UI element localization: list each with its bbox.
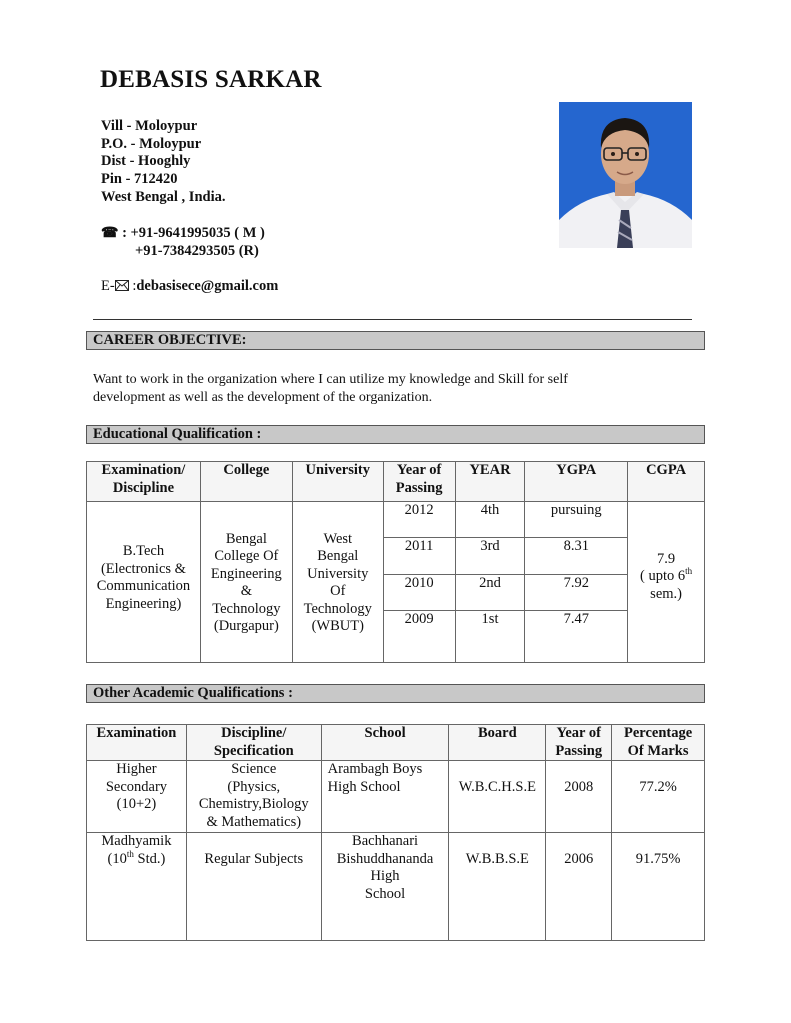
email-address[interactable]: debasisece@gmail.com <box>136 278 279 294</box>
email-separator: : <box>132 278 137 294</box>
cell-line: Bishuddhananda <box>336 850 434 867</box>
cgpa-note-sup: th <box>685 566 693 577</box>
career-objective-heading: CAREER OBJECTIVE: <box>86 331 705 350</box>
career-objective-text: Want to work in the organization where I can utilize my knowledge and Skill for self <box>93 372 568 387</box>
cell-line: Technology <box>212 600 281 617</box>
cgpa-cell <box>628 502 705 663</box>
header-cell: Percentage Of Marks <box>612 725 705 761</box>
cell-line: School <box>364 885 406 902</box>
telephone-icon: ☎ <box>101 226 119 241</box>
candidate-name: DEBASIS SARKAR <box>100 66 322 93</box>
college-cell <box>200 502 292 663</box>
year-cell: 2012 <box>383 502 455 538</box>
cell-line: & <box>240 583 252 599</box>
address-line: Vill - Moloypur <box>101 118 198 134</box>
yr-cell: 1st <box>455 611 525 663</box>
cell-line: Of <box>330 583 346 599</box>
cell-line: Higher <box>116 761 157 777</box>
cell-line: & Mathematics) <box>206 813 302 830</box>
year-cell: 2010 <box>383 575 455 611</box>
header-cell: Year of Passing <box>546 725 612 761</box>
discipline-cell <box>186 761 321 833</box>
ygpa-cell: pursuing <box>525 502 628 538</box>
cell-line: Engineering <box>210 565 282 582</box>
address-line: Dist - Hooghly <box>101 153 191 169</box>
email-prefix: E- <box>101 278 115 294</box>
year-cell: 2008 <box>546 761 612 833</box>
cgpa-note-end: sem.) <box>650 585 682 602</box>
cell-line: (10+2) <box>116 796 157 812</box>
discipline-cell: Regular Subjects <box>186 833 321 941</box>
year-cell: 2009 <box>383 611 455 663</box>
cell-line: High <box>370 868 400 884</box>
career-objective-text: development as well as the development of the organization. <box>93 390 433 405</box>
ygpa-cell: 7.47 <box>525 611 628 663</box>
cell-line: Science <box>231 761 277 777</box>
table-header-row <box>87 462 705 502</box>
header-divider <box>93 319 692 320</box>
percentage-cell: 91.75% <box>612 833 705 941</box>
percentage-cell: 77.2% <box>612 761 705 833</box>
cell-line: Engineering) <box>105 595 182 612</box>
year-cell: 2006 <box>546 833 612 941</box>
header-cell: Examination <box>87 725 187 761</box>
header-cell: YEAR <box>455 462 525 502</box>
cell-line: University <box>307 565 369 582</box>
header-cell: YGPA <box>525 462 628 502</box>
address-line: P.O. - Moloypur <box>101 136 202 152</box>
cgpa-note <box>630 568 702 586</box>
university-cell <box>292 502 383 663</box>
exam-text: Std.) <box>133 850 166 867</box>
yr-cell: 2nd <box>455 575 525 611</box>
table-row <box>87 761 705 833</box>
address-line: West Bengal , India. <box>101 189 226 205</box>
cell-line: Technology <box>303 600 372 617</box>
cell-line: Bengal <box>317 548 359 564</box>
other-qualifications-table <box>86 724 705 941</box>
table-header-row <box>87 725 705 761</box>
cell-line: (WBUT) <box>311 618 364 634</box>
cell-line: High School <box>327 778 401 795</box>
cell-line: Bengal <box>225 530 267 547</box>
exam-text: (10 <box>107 850 127 867</box>
email-line <box>101 278 278 296</box>
yr-cell: 3rd <box>455 538 525 575</box>
phone-residence: +91-7384293505 (R) <box>135 243 259 259</box>
cell-line: Secondary <box>105 778 168 795</box>
exam-cell <box>87 502 201 663</box>
cell-line: Communication <box>96 578 191 594</box>
envelope-icon <box>115 278 129 294</box>
board-cell: W.B.C.H.S.E <box>449 761 546 833</box>
phone-mobile-line <box>101 225 265 243</box>
cell-line: Bachhanari <box>352 833 419 849</box>
education-heading: Educational Qualification : <box>86 425 705 444</box>
ygpa-cell: 8.31 <box>525 538 628 575</box>
cell-line: (Durgapur) <box>213 618 279 634</box>
school-cell <box>321 761 449 833</box>
address-line: Pin - 712420 <box>101 171 178 187</box>
yr-cell: 4th <box>455 502 525 538</box>
board-cell: W.B.B.S.E <box>449 833 546 941</box>
cell-line <box>89 848 184 869</box>
header-cell: Year of Passing <box>383 462 455 502</box>
exam-sup: th <box>126 848 134 859</box>
header-cell: CGPA <box>628 462 705 502</box>
profile-photo <box>559 102 692 248</box>
header-cell: School <box>321 725 449 761</box>
phone-mobile: : +91-9641995035 ( M ) <box>122 225 265 241</box>
year-cell: 2011 <box>383 538 455 575</box>
header-cell: Examination/ Discipline <box>87 462 201 502</box>
exam-cell <box>87 761 187 833</box>
cell-line: (Physics, <box>227 778 281 795</box>
table-row <box>87 833 705 941</box>
cell-line: (Electronics & <box>100 560 186 577</box>
table-row <box>87 502 705 538</box>
cell-line: College Of <box>214 548 279 564</box>
cell-line: B.Tech <box>122 543 165 559</box>
cgpa-value: 7.9 <box>657 550 676 567</box>
school-cell <box>321 833 449 941</box>
other-qualifications-heading: Other Academic Qualifications : <box>86 684 705 703</box>
ygpa-cell: 7.92 <box>525 575 628 611</box>
cell-line: West <box>323 530 353 547</box>
header-cell: College <box>200 462 292 502</box>
education-table <box>86 461 705 663</box>
cell-line: Madhyamik <box>101 833 172 849</box>
exam-cell <box>87 833 187 941</box>
header-cell: Board <box>449 725 546 761</box>
header-cell: University <box>292 462 383 502</box>
header-cell: Discipline/ Specification <box>186 725 321 761</box>
cgpa-note-text: ( upto 6 <box>640 568 686 585</box>
cell-line: Arambagh Boys <box>327 761 423 777</box>
cell-line: Chemistry,Biology <box>198 796 309 812</box>
